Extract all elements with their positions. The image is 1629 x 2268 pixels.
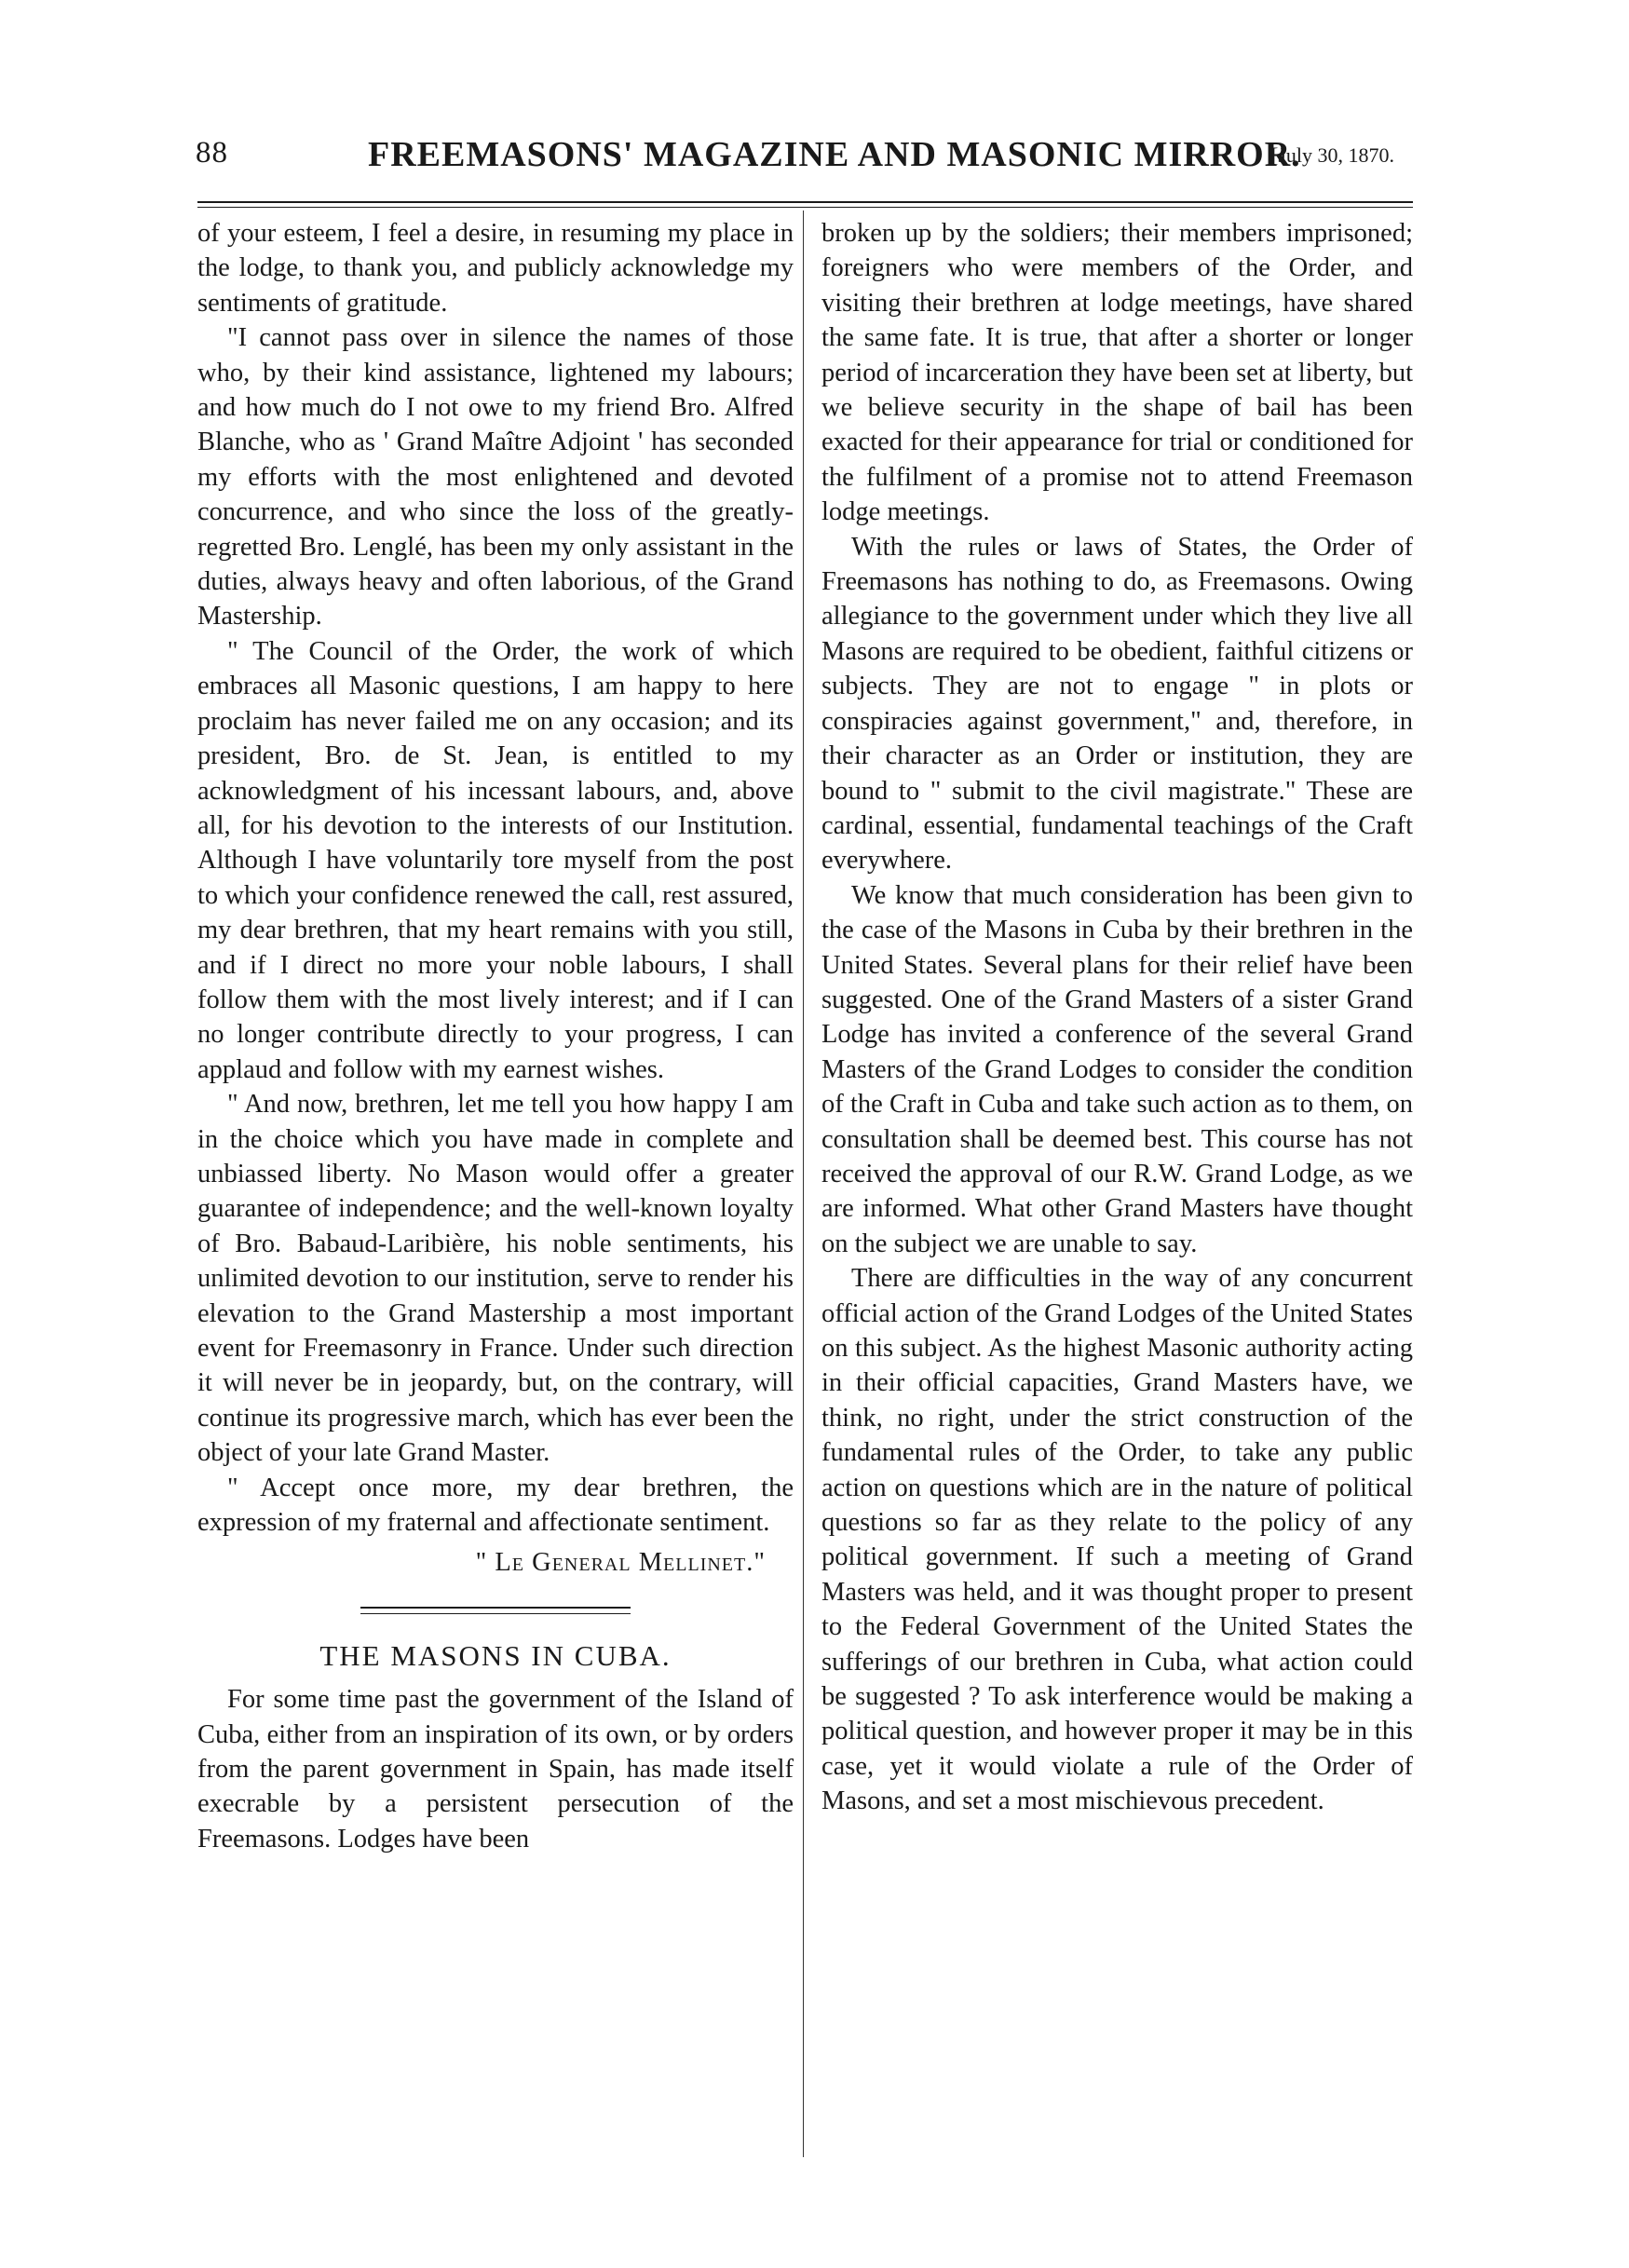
- letter-paragraph: " And now, brethren, let me tell you how happy I am in the choice which you have made in complete and unbiassed liberty. No Mason would offer a greater guarantee of independence; and the well-known loyalty of Bro. Babaud-Laribière, his noble sentiments, his unlimited devotion to our institution, serve to render his elevation to the Grand Mastership a most important event for Freemasonry in France. Under such direction it will never be in jeopardy, but, on the contrary, will continue its progressive march, which has ever been the object of your late Grand Master.: [197, 1090, 794, 1468]
- page-number: 88: [196, 136, 228, 170]
- letter-paragraph: " The Council of the Order, the work of which embraces all Masonic questions, I am happy to here proclaim has never failed me on any occasion; and its president, Bro. de St. Jean, is entitled to my acknowledgment of his incessant labours, and, above all, for his devotion to the interests of our Institution. Although I have voluntarily tore myself from the post to which your confidence renewed the call, rest assured, my dear brethren, that my heart remains with you still, and if I direct no more your noble labours, I shall follow them with the most lively interest; and if I can no longer contribute directly to your progress, I can applaud and follow with my earnest wishes.: [197, 636, 794, 1084]
- issue-date: [July 30, 1870.: [1271, 143, 1394, 167]
- column-divider: [803, 211, 804, 2157]
- letter-paragraph: " Accept once more, my dear brethren, the expression of my fraternal and affectionate sentiment.: [197, 1473, 794, 1538]
- section-heading: THE MASONS IN CUBA.: [319, 1638, 672, 1672]
- article-paragraph: For some time past the government of the Island of Cuba, either from an inspiration of its own, or by orders from the parent government in Spain, has made itself execrable by a persistent persecution of the Freemasons. Lodges have been: [197, 1685, 794, 1854]
- article-paragraph: We know that much consideration has been givn to the case of the Masons in Cuba by their brethren in the United States. Several plans for their relief have been suggested. One of the Grand Masters of a sister Grand Lodge has invited a conference of the several Grand Masters of the Grand Lodges to consider the condition of the Craft in Cuba and take such action as to them, on consultation shall be deemed best. This course has not received the approval of our R.W. Grand Lodge, as we are informed. What other Grand Masters have thought on the subject we are unable to say.: [821, 880, 1413, 1258]
- section-separator: [360, 1607, 631, 1614]
- letter-paragraph: "I cannot pass over in silence the names of those who, by their kind assistance, lightened my labours; and how much do I not owe to my friend Bro. Alfred Blanche, who as ' Grand Maître Adjoint ' has seconded my efforts with the most enlightened and devoted concurrence, and who since the loss of the greatly-regretted Bro. Lenglé, has been my only assistant in the duties, always heavy and often laborious, of the Grand Mastership.: [197, 323, 794, 632]
- header-rule-thin: [197, 207, 1413, 208]
- magazine-title: FREEMASONS' MAGAZINE AND MASONIC MIRROR.: [368, 135, 1301, 174]
- letter-paragraph: of your esteem, I feel a desire, in resuming my place in the lodge, to thank you, and publicly acknowledge my sentiments of gratitude.: [197, 219, 794, 318]
- article-paragraph: There are difficulties in the way of any concurrent official action of the Grand Lodges of the United States on this subject. As the highest Masonic authority acting in their official capacities, Grand Masters have, we think, no right, under the strict construction of the fundamental rules of the Order, to take any public action on questions which are in the nature of political questions so far as they relate to the policy of any political government. If such a meeting of Grand Masters was held, and it was thought proper to present to the Federal Government of the United States the sufferings of our brethren in Cuba, what action could be suggested ? To ask interference would be making a political question, and however proper it may be in this case, yet it would violate a rule of the Order of Masons, and set a most mischievous precedent.: [821, 1264, 1413, 1816]
- header-rule: [197, 201, 1413, 203]
- article-paragraph: With the rules or laws of States, the Order of Freemasons has nothing to do, as Freemasons. Owing allegiance to the government under which they live all Masons are required to be obedient, faithful citizens or subjects. They are not to engage " in plots or conspiracies against government," and, therefore, in their character as an Order or institution, they are bound to " submit to the civil magistrate." These are cardinal, essential, fundamental teachings of the Craft everywhere.: [821, 532, 1413, 876]
- left-column: [197, 216, 794, 1856]
- right-column: [821, 216, 1413, 1819]
- letter-signature: " Le General Mellinet.": [475, 1548, 766, 1578]
- article-paragraph: broken up by the soldiers; their members imprisoned; foreigners who were members of the Order, and visiting their brethren at lodge meetings, have shared the same fate. It is true, that after a shorter or longer period of incarceration they have been set at liberty, but we believe security in the shape of bail has been exacted for their appearance for trial or conditioned for the fulfilment of a promise not to attend Freemason lodge meetings.: [821, 219, 1413, 527]
- page-header: [0, 130, 1629, 177]
